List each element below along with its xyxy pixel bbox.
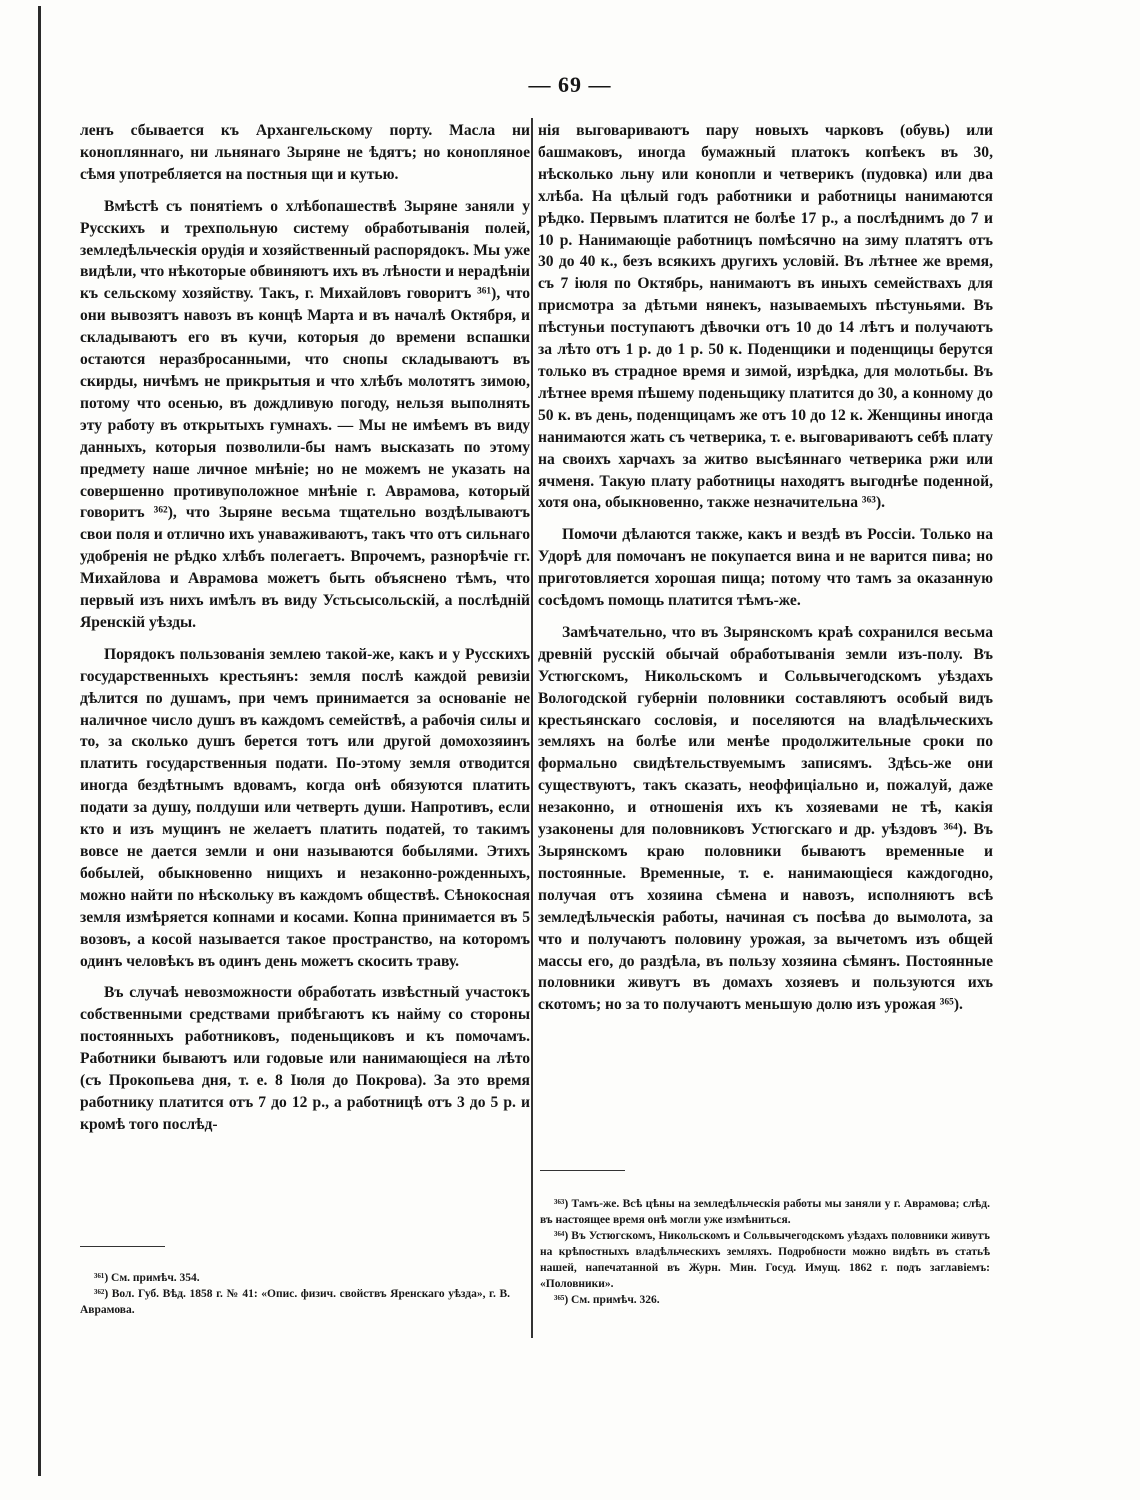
left-column — [80, 120, 530, 1146]
right-paragraph-2: Помочи дѣлаются также, какъ и вездѣ въ Россіи. Только на Удорѣ для помочанъ не покупается вина и не варится пива; но приготовляется хорошая пища; потому что тамъ за оказанную сосѣдомъ помощь платится тѣмъ-же. — [538, 526, 993, 610]
left-paragraph-2: Вмѣстѣ съ понятіемъ о хлѣбопашествѣ Зыряне заняли у Русскихъ и трехпольную систему обработыванія полей, земледѣльческія орудія и хозяйственный распорядокъ. Мы уже видѣли, что нѣкоторые обвиняютъ ихъ въ лѣности и нерадѣніи къ сельскому хозяйству. Такъ, г. Михайловъ говоритъ ³⁶¹), что они вывозятъ навозъ въ концѣ Марта и въ началѣ Октября, и складываютъ его въ кучи, которыя до времени вспашки остаются неразбросанными, что снопы складываютъ въ скирды, ничѣмъ не прикрытыя и что хлѣбъ молотятъ зимою, потому что осенью, въ дождливую погоду, нельзя выполнять эту работу въ открытыхъ гумнахъ. — Мы не имѣемъ въ виду данныхъ, которыя позволили-бы намъ высказать по этому предмету наше личное мнѣніе; но не можемъ не указать на совершенно противуположное мнѣніе г. Аврамова, который говоритъ ³⁶²), что Зыряне весьма тщательно воздѣлываютъ свои поля и отлично ихъ унаваживаютъ, такъ что отъ сильнаго удобренія не рѣдко хлѣбъ полегаетъ. Впрочемъ, разнорѣчіе гг. Михайлова и Аврамова можетъ быть объяснено тѣмъ, что первый изъ нихъ имѣлъ въ виду Устьсысольскій, а послѣдній Яренскій уѣзды. — [80, 197, 530, 631]
right-column — [538, 120, 993, 1026]
left-paragraph-1: ленъ сбывается къ Архангельскому порту. Масла ни конопляннаго, ни льнянаго Зыряне не ѣдятъ; но конопляное сѣмя употребляется на постныя щи и кутью. — [80, 122, 530, 183]
page-number: — 69 — — [528, 72, 612, 97]
footnote-365: ³⁶⁵) См. примѣч. 326. — [554, 1294, 660, 1306]
footnote-364: ³⁶⁴) Въ Устюгскомъ, Никольскомъ и Сольвычегодскомъ уѣздахъ половники живутъ на крѣпостныхъ владѣльческихъ земляхъ. Подробности можно видѣть въ статьѣ нашей, напечатанной въ Журн. Мин. Госуд. Имущ. 1862 г. подъ заглавіемъ: «Половники». — [540, 1230, 990, 1290]
left-paragraph-3: Порядокъ пользованія землею такой-же, какъ и у Русскихъ государственныхъ крестьянъ: земля послѣ каждой ревизіи дѣлится по душамъ, при чемъ принимается за основаніе не наличное число душъ въ каждомъ семействѣ, а рабочія силы и то, за сколько душъ берется тотъ или другой домохозяинъ платить государственныя подати. По-этому земля отводится иногда бездѣтнымъ вдовамъ, когда онѣ обязуются платить подати за душу, полдуши или четверть души. Напротивъ, если кто и изъ мущинъ не желаетъ платить податей, то такимъ вовсе не дается земли и они называются бобылями. Этихъ бобылей, обыкновенно нищихъ и незаконно-рожденныхъ, можно найти по нѣскольку въ каждомъ обществѣ. Сѣнокосная земля измѣряется копнами и косами. Копна принимается въ 5 возовъ, а косой называется такое пространство, на которомъ одинъ человѣкъ въ одинъ день можетъ скосить траву. — [80, 645, 530, 970]
right-footnotes — [540, 1196, 990, 1308]
right-paragraph-3: Замѣчательно, что въ Зырянскомъ краѣ сохранился весьма древній русскій обычай обработыванія земли изъ-полу. Въ Устюгскомъ, Никольскомъ и Сольвычегодскомъ уѣздахъ Вологодской губерніи половники составляютъ особый видъ крестьянскаго сословія, и поселяются на владѣльческихъ земляхъ на болѣе или менѣе продолжительные сроки по формально свидѣтельствуемымъ записямъ. Здѣсь-же они существуютъ, такъ сказать, неоффиціально и, пожалуй, даже незаконно, и отношенія ихъ къ хозяевами не тѣ, какія узаконены для половниковъ Устюгскаго и др. уѣздовъ ³⁶⁴). Въ Зырянскомъ краю половники бываютъ временные и постоянные. Временные, т. е. нанимающіеся каждогодно, получая отъ хозяина сѣмена и навозъ, исполняютъ всѣ земледѣльческія работы, начиная съ посѣва до вымолота, за что и получаютъ половину урожая, за вычетомъ изъ общей массы его, до раздѣла, въ пользу хозяина сѣмянъ. Постоянные половники живутъ въ домахъ хозяевъ и пользуются ихъ скотомъ; но за то получаютъ меньшую долю изъ урожая ³⁶⁵). — [538, 623, 993, 1014]
footnote-362: ³⁶²) Вол. Губ. Вѣд. 1858 г. № 41: «Опис. физич. свойствъ Яренскаго уѣзда», г. В. Аврамова. — [80, 1288, 510, 1316]
right-paragraph-1: нія выговариваютъ пару новыхъ чарковъ (обувь) или башмаковъ, иногда бумажный платокъ копѣекъ въ 30, нѣсколько льну или конопли и четверикъ (пудовка) или два хлѣба. На цѣлый годъ работники и работницы нанимаются рѣдко. Первымъ платится не болѣе 17 р., а послѣднимъ до 7 и 10 р. Нанимающіе работницъ помѣсячно на зиму платятъ отъ 30 до 40 к., безъ всякихъ другихъ условій. Въ лѣтнее же время, съ 7 іюля по Октябрь, нанимаютъ въ иныхъ семействахъ для присмотра за дѣтьми нянекъ, называемыхъ пѣстуньями. Въ пѣстуньи поступаютъ дѣвочки отъ 10 до 14 лѣтъ и получаютъ за лѣто отъ 1 р. до 1 р. 50 к. Поденщики и поденщицы берутся только въ страдное время и зимой, изрѣдка, для молотьбы. Въ лѣтнее время пѣшему поденьщику платится до 30, а конному до 50 к. въ день, поденщицамъ же отъ 10 до 12 к. Женщины иногда нанимаются жать съ четверика, т. е. выговариваютъ себѣ плату на своихъ харчахъ за житво высѣяннаго четверика ржи или ячменя. Такую плату работницы находятъ выгоднѣе поденной, хотя она, обыкновенно, также незначительна ³⁶³). — [538, 122, 993, 512]
column-divider — [531, 118, 533, 1338]
page-edge-rule — [38, 6, 41, 1476]
left-footnote-rule — [80, 1246, 165, 1247]
left-paragraph-4: Въ случаѣ невозможности обработать извѣстный участокъ собственными средствами прибѣгаютъ къ найму со стороны постоянныхъ работниковъ, поденьщиковъ и къ помочамъ. Работники бываютъ или годовые или нанимающіеся на лѣто (съ Прокопьева дня, т. е. 8 Іюля до Покрова). За это время работнику платится отъ 7 до 12 р., а работницѣ отъ 3 до 5 р. и кромѣ того послѣд- — [80, 984, 530, 1133]
footnote-361: ³⁶¹) См. примѣч. 354. — [94, 1272, 200, 1284]
right-footnote-rule — [540, 1170, 625, 1171]
footnote-363: ³⁶³) Тамъ-же. Всѣ цѣны на земледѣльческія работы мы заняли у г. Аврамова; слѣд. въ настоящее время онѣ могли уже измѣниться. — [540, 1198, 990, 1226]
left-footnotes — [80, 1270, 510, 1318]
